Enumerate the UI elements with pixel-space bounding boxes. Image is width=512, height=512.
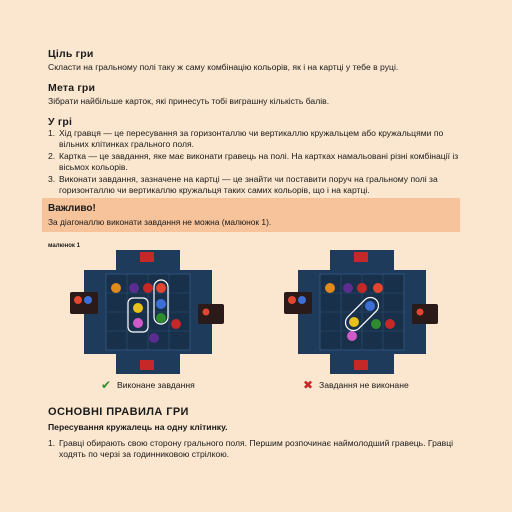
card-right bbox=[198, 304, 224, 324]
disc bbox=[143, 283, 153, 293]
list-item-text: Гравці обирають свою сторону грального поля. Першим розпочинає наймолодший гравець. Гравці ходять по черзі за годинниковою стрілкою. bbox=[59, 438, 454, 459]
disc bbox=[171, 319, 181, 329]
aim-text: Зібрати найбільше карток, які принесуть тобі виграшну кількість балів. bbox=[48, 96, 330, 106]
in-game-list bbox=[48, 128, 468, 197]
board-fail-illustration bbox=[282, 248, 442, 376]
list-item-text: Хід гравця — це пересування за горизонталлю чи вертикаллю кружальцем або кружальцями по вільних клітинках грального поля. bbox=[59, 128, 444, 149]
list-item bbox=[48, 438, 468, 460]
figure-label: малюнок 1 bbox=[48, 243, 80, 249]
player-token-bottom bbox=[140, 360, 154, 370]
important-box bbox=[42, 198, 460, 232]
caption-fail-text: Завдання не виконане bbox=[319, 380, 409, 390]
goal-title: Ціль гри bbox=[48, 48, 94, 60]
important-text: За діагоналлю виконати завдання не можна (малюнок 1). bbox=[48, 217, 272, 227]
list-item bbox=[48, 174, 468, 196]
list-item bbox=[48, 128, 468, 150]
caption-fail bbox=[302, 379, 409, 391]
important-title: Важливо! bbox=[48, 203, 96, 214]
aim-title: Мета гри bbox=[48, 82, 96, 94]
check-icon: ✔ bbox=[100, 378, 112, 392]
list-item-number: 1. bbox=[48, 128, 56, 138]
list-item-text: Виконати завдання, зазначене на картці — це знайти чи поставити поруч на гральному полі за горизонталлю чи вертикаллю кружальця таких самих кольорів, що і на картці. bbox=[59, 174, 438, 195]
goal-text: Скласти на гральному полі таку ж саму комбінацію кольорів, як і на картці у тебе в руці. bbox=[48, 62, 399, 72]
caption-done bbox=[100, 379, 195, 391]
list-item bbox=[48, 151, 468, 173]
card-left bbox=[70, 292, 98, 314]
list-item-number: 1. bbox=[48, 438, 56, 448]
player-token-top bbox=[140, 252, 154, 262]
rules-title: ОСНОВНІ ПРАВИЛА ГРИ bbox=[48, 406, 189, 418]
rules-list bbox=[48, 438, 468, 461]
board-done-illustration bbox=[68, 248, 228, 376]
list-item-number: 2. bbox=[48, 151, 56, 161]
list-item-number: 3. bbox=[48, 174, 56, 184]
cross-icon: ✖ bbox=[302, 378, 314, 392]
disc bbox=[129, 283, 139, 293]
caption-done-text: Виконане завдання bbox=[117, 380, 195, 390]
rules-subtitle: Пересування кружалець на одну клітинку. bbox=[48, 422, 228, 432]
disc bbox=[149, 333, 159, 343]
disc bbox=[111, 283, 121, 293]
in-game-title: У грі bbox=[48, 116, 73, 128]
list-item-text: Картка — це завдання, яке має виконати гравець на полі. На картках намальовані різні комбінації із вісьмох кольорів. bbox=[59, 151, 459, 172]
